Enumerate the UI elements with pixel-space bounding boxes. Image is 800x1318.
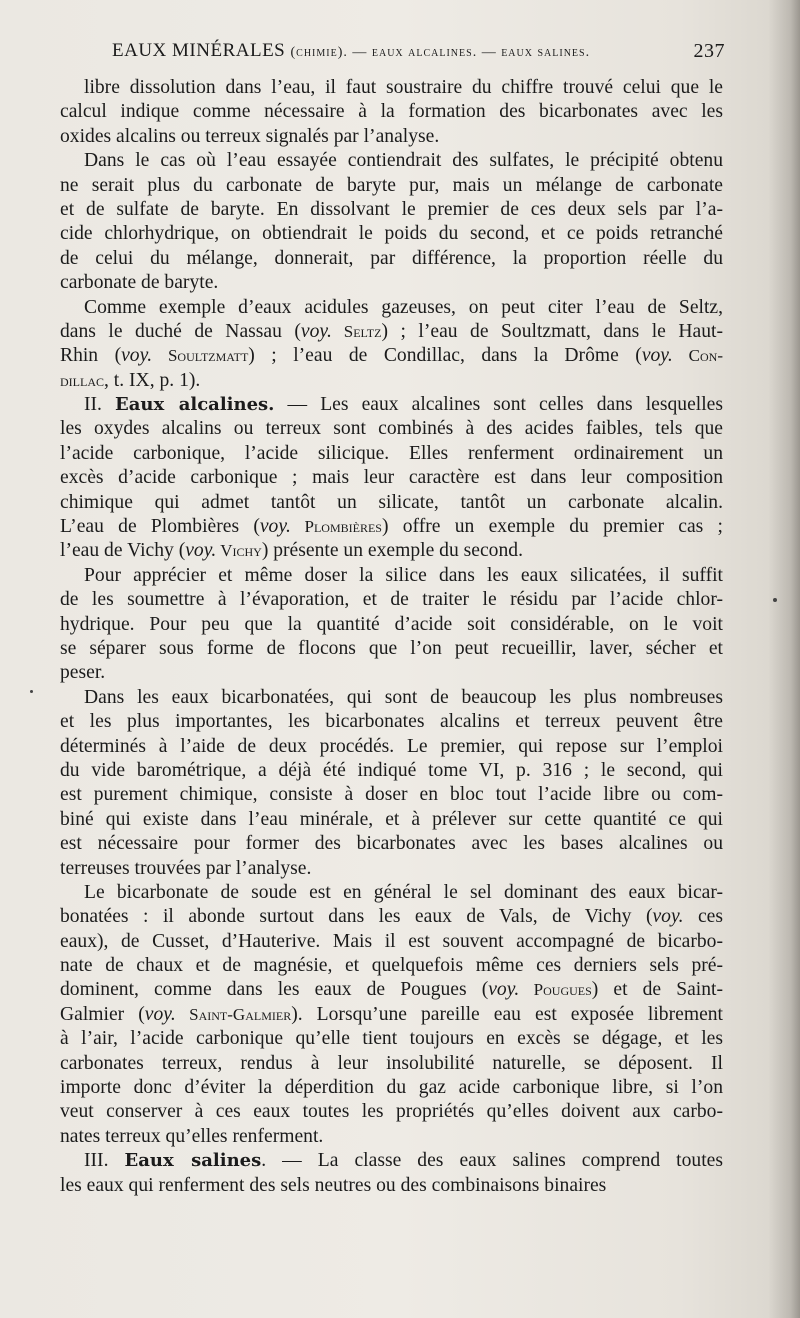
text-run: et les plus importantes, les bicarbonates alcalins et terreux peuvent être <box>60 711 723 733</box>
page-spine-shadow <box>768 0 800 1318</box>
text-line <box>60 564 723 588</box>
text-line <box>60 515 723 539</box>
text-run: voy. <box>641 345 673 367</box>
text-run: peser. <box>60 662 106 684</box>
text-run: II. <box>84 394 116 416</box>
text-line <box>60 125 723 149</box>
text-run: Con- <box>672 346 723 366</box>
paragraph <box>60 296 723 394</box>
text-run: excès d’acide carbonique ; mais leur caractère est dans leur composition <box>60 467 723 489</box>
text-run: Rhin ( <box>60 345 122 367</box>
text-line <box>60 1174 723 1198</box>
text-line <box>60 759 723 783</box>
text-run: à l’air, l’acide carbonique qu’elle tient toujours en excès se dégage, et les <box>60 1028 723 1050</box>
text-run: hydrique. Pour peu que la quantité d’acide soit considérable, on le voit <box>60 613 723 635</box>
text-line <box>60 637 723 661</box>
text-run: . — La classe des eaux salines comprend toutes <box>261 1150 723 1172</box>
text-run: ). Lorsqu’une pareille eau est exposée librement <box>291 1003 724 1025</box>
text-run: ) présente un exemple du second. <box>261 540 523 562</box>
text-run: ) ; l’eau de Condillac, dans la Drôme ( <box>248 345 642 367</box>
text-run: importe donc d’éviter la déperdition du gaz acide carbonique libre, si l’on <box>60 1077 723 1099</box>
text-run: Seltz <box>331 321 382 341</box>
text-run: , t. IX, p. 1). <box>104 369 201 391</box>
text-run: Galmier ( <box>60 1003 145 1025</box>
text-line <box>60 783 723 807</box>
text-run: voy. <box>185 540 217 562</box>
text-run: biné qui existe dans l’eau minérale, et à prélever sur cette quantité ce qui <box>60 808 723 830</box>
text-run: voy. <box>121 345 153 367</box>
text-line <box>60 417 723 441</box>
text-run: Pour apprécier et même doser la silice dans les eaux silicatées, il suffit <box>84 564 723 586</box>
text-run: les eaux qui renferment des sels neutres ou des combinaisons binaires <box>60 1174 607 1196</box>
text-run: dillac <box>60 370 104 390</box>
text-line <box>60 832 723 856</box>
text-run: se séparer sous forme de flocons que l’on peut recueillir, laver, sécher et <box>60 637 723 659</box>
text-run: l’acide carbonique, l’acide silicique. Elles renferment ordinairement un <box>60 442 723 464</box>
text-run: Comme exemple d’eaux acidules gazeuses, on peut citer l’eau de Seltz, <box>84 296 723 318</box>
paragraph <box>60 393 723 564</box>
text-run: Dans les eaux bicarbonatées, qui sont de beaucoup les plus nombreuses <box>84 686 723 708</box>
text-line <box>60 466 723 490</box>
text-run: voy. <box>488 979 520 1001</box>
text-line <box>60 198 723 222</box>
text-line <box>60 76 723 100</box>
text-run: veut conserver à ces eaux toutes les propriétés qu’elles doivent aux carbo- <box>60 1101 723 1123</box>
text-line <box>60 661 723 685</box>
paragraph <box>60 686 723 881</box>
text-line <box>60 954 723 978</box>
text-run: eaux), de Cusset, d’Hauterive. Mais il est souvent accompagné de bicarbo- <box>60 930 723 952</box>
text-run: Pougues <box>519 980 592 1000</box>
paragraph <box>60 1149 723 1198</box>
text-run: Plombières <box>290 517 382 537</box>
text-line <box>60 320 723 344</box>
text-line <box>60 710 723 734</box>
paragraph <box>60 149 723 295</box>
paragraph <box>60 564 723 686</box>
text-run: voy. <box>259 516 291 538</box>
text-run: libre dissolution dans l’eau, il faut soustraire du chiffre trouvé celui que le <box>84 77 723 98</box>
text-run: est nécessaire pour former des bicarbonates avec les bases alcalines ou <box>60 833 723 855</box>
text-line <box>60 247 723 271</box>
text-run: de celui du mélange, donnerait, par différence, la proportion réelle du <box>60 247 723 269</box>
text-line <box>60 1003 723 1027</box>
text-line <box>60 808 723 832</box>
text-line <box>60 1149 723 1173</box>
text-run: et de sulfate de baryte. En dissolvant le premier de ces deux sels par l’a- <box>60 198 723 220</box>
text-line <box>60 393 723 417</box>
text-line <box>60 1076 723 1100</box>
text-line <box>60 100 723 124</box>
body-text <box>60 76 723 1198</box>
text-line <box>60 491 723 515</box>
margin-speck <box>30 690 33 693</box>
text-run: Soultzmatt <box>152 346 249 366</box>
text-run: Le bicarbonate de soude est en général le sel dominant des eaux bicar- <box>84 881 723 903</box>
running-header <box>60 40 725 70</box>
text-run: Eaux alcalines. <box>115 394 275 416</box>
text-line <box>60 149 723 173</box>
text-run: bonatées : il abonde surtout dans les eaux de Vals, de Vichy ( <box>60 906 653 928</box>
text-line <box>60 686 723 710</box>
text-run: dominent, comme dans les eaux de Pougues ( <box>60 979 489 1001</box>
text-run: cide chlorhydrique, on obtiendrait le poids du second, et ce poids retranché <box>60 223 723 245</box>
text-run: Dans le cas où l’eau essayée contiendrait des sulfates, le précipité obtenu <box>84 150 723 172</box>
text-run: voy. <box>652 906 684 928</box>
header-title <box>112 40 590 62</box>
text-line <box>60 978 723 1002</box>
text-line <box>60 881 723 905</box>
text-line <box>60 271 723 295</box>
text-line <box>60 344 723 368</box>
text-run: Vichy <box>216 541 262 561</box>
header-title-sub: (chimie). — eaux alcalines. — eaux salines. <box>290 45 591 60</box>
text-run: terreuses trouvées par l’analyse. <box>60 857 312 879</box>
text-line <box>60 1125 723 1149</box>
text-run: de les soumettre à l’évaporation, et de traiter le résidu par l’acide chlor- <box>60 589 723 611</box>
header-title-main: EAUX MINÉRALES <box>112 40 286 61</box>
text-run: — Les eaux alcalines sont celles dans lesquelles <box>274 394 723 416</box>
text-line <box>60 857 723 881</box>
text-run: chimique qui admet tantôt un silicate, tantôt un carbonate alcalin. <box>60 491 723 513</box>
text-run: ces <box>683 906 723 928</box>
text-line <box>60 1052 723 1076</box>
text-run: Saint-Galmier <box>175 1004 292 1024</box>
text-run: L’eau de Plombières ( <box>60 516 260 538</box>
text-line <box>60 1027 723 1051</box>
text-run: ) et de Saint- <box>591 979 723 1001</box>
text-line <box>60 735 723 759</box>
text-line <box>60 296 723 320</box>
text-run: nate de chaux et de magnésie, et quelquefois même ces derniers sels pré- <box>60 955 723 977</box>
text-run: ne serait plus du carbonate de baryte pur, mais un mélange de carbonate <box>60 174 723 196</box>
text-run: Eaux salines <box>124 1150 262 1172</box>
text-run: oxides alcalins ou terreux signalés par l’analyse. <box>60 125 440 147</box>
text-run: l’eau de Vichy ( <box>60 540 186 562</box>
text-line <box>60 1100 723 1124</box>
text-run: déterminés à l’aide de deux procédés. Le premier, qui repose sur l’emploi <box>60 735 723 757</box>
text-line <box>60 369 723 393</box>
text-line <box>60 539 723 563</box>
text-line <box>60 588 723 612</box>
text-line <box>60 930 723 954</box>
page-number: 237 <box>693 40 725 62</box>
text-run: ) offre un exemple du premier cas ; <box>381 516 723 538</box>
paragraph <box>60 881 723 1149</box>
text-run: ) ; l’eau de Soultzmatt, dans le Haut- <box>381 320 723 342</box>
text-run: calcul indique comme nécessaire à la formation des bicarbonates avec les <box>60 101 723 123</box>
text-run: nates terreux qu’elles renferment. <box>60 1125 324 1147</box>
text-run: dans le duché de Nassau ( <box>60 320 301 342</box>
text-run: voy. <box>144 1003 176 1025</box>
margin-speck <box>773 598 777 602</box>
text-run: III. <box>84 1150 125 1172</box>
text-run: les oxydes alcalins ou terreux sont combinés à des acides faibles, tels que <box>60 418 723 440</box>
paragraph <box>60 76 723 149</box>
text-line <box>60 442 723 466</box>
text-line <box>60 174 723 198</box>
text-run: voy. <box>300 320 332 342</box>
text-run: carbonate de baryte. <box>60 272 219 294</box>
text-run: est purement chimique, consiste à doser en bloc tout l’acide libre ou com- <box>60 784 723 806</box>
text-line <box>60 613 723 637</box>
text-run: du vide barométrique, a déjà été indiqué tome VI, p. 316 ; le second, qui <box>60 759 723 781</box>
text-line <box>60 905 723 929</box>
text-line <box>60 222 723 246</box>
text-run: carbonates terreux, rendus à leur insolubilité naturelle, se déposent. Il <box>60 1052 723 1074</box>
